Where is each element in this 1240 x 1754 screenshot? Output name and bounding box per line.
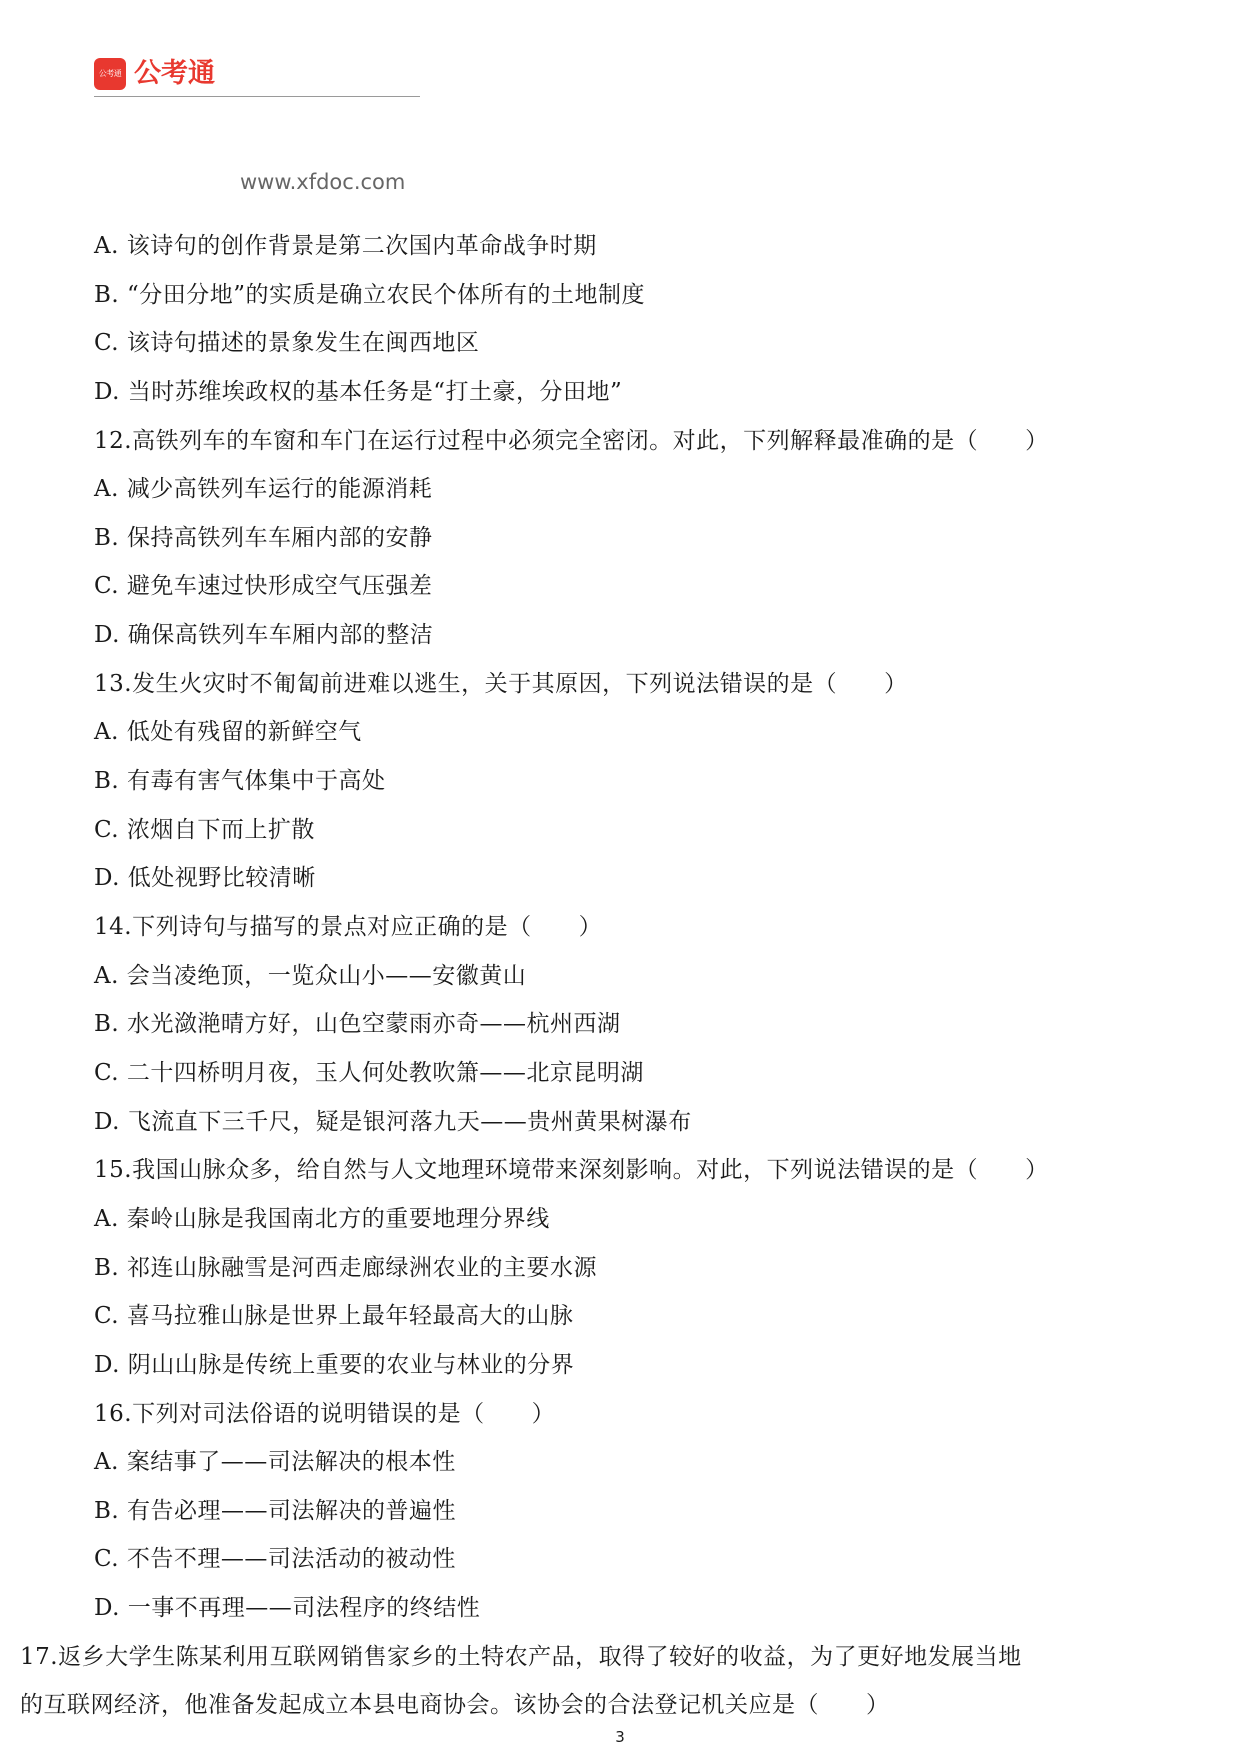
question-16: 16.下列对司法俗语的说明错误的是（ ） (94, 1401, 556, 1427)
option-line: D. 确保高铁列车车厢内部的整洁 (94, 622, 434, 648)
option-line: D. 一事不再理——司法程序的终结性 (94, 1595, 481, 1621)
question-17-line-2: 的互联网经济，他准备发起成立本县电商协会。该协会的合法登记机关应是（ ） (20, 1692, 890, 1718)
option-line: C. 避免车速过快形成空气压强差 (94, 573, 433, 599)
option-line: A. 低处有残留的新鲜空气 (94, 719, 362, 745)
question-17-line-1: 17.返乡大学生陈某利用互联网销售家乡的土特农产品，取得了较好的收益，为了更好地发展当地 (20, 1644, 1022, 1670)
option-line: B. 祁连山脉融雪是河西走廊绿洲农业的主要水源 (94, 1255, 598, 1281)
option-line: B. 水光潋滟晴方好，山色空蒙雨亦奇——杭州西湖 (94, 1011, 621, 1037)
option-line: D. 低处视野比较清晰 (94, 865, 316, 891)
page-number: 3 (615, 1728, 625, 1746)
header (94, 56, 424, 98)
question-13: 13.发生火灾时不匍匐前进难以逃生，关于其原因，下列说法错误的是（ ） (94, 671, 908, 697)
option-line: D. 飞流直下三千尺，疑是银河落九天——贵州黄果树瀑布 (94, 1109, 692, 1135)
option-line: C. 该诗句描述的景象发生在闽西地区 (94, 330, 480, 356)
option-line: D. 阴山山脉是传统上重要的农业与林业的分界 (94, 1352, 575, 1378)
option-line: C. 喜马拉雅山脉是世界上最年轻最高大的山脉 (94, 1303, 574, 1329)
option-line: B. 有告必理——司法解决的普遍性 (94, 1498, 457, 1524)
option-line: A. 案结事了——司法解决的根本性 (94, 1449, 456, 1475)
header-divider (94, 96, 420, 97)
option-line: A. 该诗句的创作背景是第二次国内革命战争时期 (94, 233, 597, 259)
option-line: B. “分田分地”的实质是确立农民个体所有的土地制度 (94, 282, 646, 308)
option-line: C. 二十四桥明月夜，玉人何处教吹箫——北京昆明湖 (94, 1060, 644, 1086)
question-14: 14.下列诗句与描写的景点对应正确的是（ ） (94, 914, 603, 940)
logo-text: 公考通 (134, 58, 215, 89)
option-line: A. 会当凌绝顶，一览众山小——安徽黄山 (94, 963, 527, 989)
option-line: A. 减少高铁列车运行的能源消耗 (94, 476, 433, 502)
logo-icon: 公考通 (94, 58, 126, 90)
option-line: B. 有毒有害气体集中于高处 (94, 768, 386, 794)
option-line: C. 浓烟自下而上扩散 (94, 817, 315, 843)
option-line: C. 不告不理——司法活动的被动性 (94, 1546, 456, 1572)
question-12: 12.高铁列车的车窗和车门在运行过程中必须完全密闭。对此，下列解释最准确的是（ ） (94, 428, 1049, 454)
option-line: B. 保持高铁列车车厢内部的安静 (94, 525, 433, 551)
watermark-text: www.xfdoc.com (240, 170, 406, 194)
option-line: A. 秦岭山脉是我国南北方的重要地理分界线 (94, 1206, 550, 1232)
option-line: D. 当时苏维埃政权的基本任务是“打土豪，分田地” (94, 379, 623, 405)
question-15: 15.我国山脉众多，给自然与人文地理环境带来深刻影响。对此，下列说法错误的是（ ） (94, 1157, 1049, 1183)
